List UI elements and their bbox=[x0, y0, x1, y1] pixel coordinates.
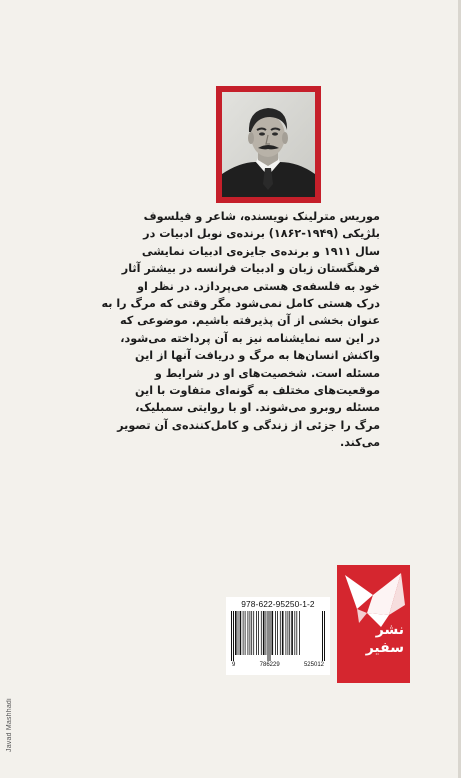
barcode-bar bbox=[322, 611, 323, 661]
author-portrait-frame bbox=[216, 86, 321, 203]
bio-line: عنوان بخشی از آن پذیرفته باشیم. موضوعی که bbox=[119, 314, 380, 328]
barcode-bar bbox=[288, 611, 289, 655]
barcode-bar bbox=[294, 611, 295, 655]
barcode-bar bbox=[286, 611, 287, 655]
barcode-bar bbox=[272, 611, 274, 655]
designer-credit: Javad Mashhadi bbox=[6, 698, 13, 752]
bio-line: در این سه نمایشنامه نیز به آن پرداخته می‌شود، bbox=[120, 331, 380, 345]
barcode-bar bbox=[291, 611, 293, 655]
barcode-digit-left: 9 bbox=[232, 662, 236, 668]
barcode-bar bbox=[245, 611, 246, 655]
barcode-bar bbox=[235, 611, 237, 655]
barcode-bar bbox=[256, 611, 257, 655]
barcode-bar bbox=[324, 611, 325, 661]
barcode-bar bbox=[261, 611, 262, 655]
barcode-bar bbox=[280, 611, 281, 655]
barcode-bar bbox=[299, 611, 300, 655]
publisher-logo bbox=[337, 565, 410, 683]
author-portrait-image bbox=[222, 92, 315, 197]
barcode-bar bbox=[263, 611, 265, 655]
barcode-bar bbox=[250, 611, 251, 655]
author-portrait bbox=[222, 92, 315, 197]
barcode-digit-right: 525012 bbox=[303, 662, 324, 668]
bio-line: فرهنگستان زبان و ادبیات فرانسه در بیشتر آثار bbox=[121, 262, 380, 276]
bio-line: موقعیت‌های مختلف به گونه‌ای متفاوت با این bbox=[134, 384, 380, 398]
barcode-bars bbox=[230, 611, 326, 661]
barcode-bar bbox=[233, 611, 234, 661]
bio-line: مرگ را جزئی از زندگی و کامل‌کننده‌ی آن تصویر bbox=[117, 418, 380, 432]
bio-line: می‌کند. bbox=[339, 436, 380, 450]
barcode-digit-mid: 786229 bbox=[259, 662, 280, 668]
barcode-bar bbox=[251, 611, 252, 655]
barcode-bar bbox=[231, 611, 232, 661]
barcode-bar bbox=[296, 611, 297, 655]
barcode-icon bbox=[230, 611, 326, 661]
bio-line: سال ۱۹۱۱ و برنده‌ی جایزه‌ی ادبیات نمایشی bbox=[141, 244, 380, 258]
barcode-bar bbox=[289, 611, 290, 655]
barcode-digits bbox=[230, 661, 326, 669]
barcode-bar bbox=[243, 611, 244, 655]
isbn-barcode bbox=[226, 597, 330, 675]
barcode-bar bbox=[248, 611, 249, 655]
bio-line: مسئله روبرو می‌شوند. او با روایتی سمبلیک، bbox=[135, 401, 380, 415]
barcode-bar bbox=[240, 611, 242, 655]
isbn-number: 978-622-95250-1-2 bbox=[241, 599, 315, 609]
publisher-name-line2: سفیر bbox=[365, 640, 404, 656]
barcode-bar bbox=[258, 611, 259, 655]
barcode-bar bbox=[238, 611, 239, 655]
author-biography bbox=[80, 208, 380, 452]
bio-line: واکنش انسان‌ها به مرگ و دریافت آنها از این bbox=[135, 349, 380, 363]
barcode-bar bbox=[277, 611, 278, 655]
barcode-bar bbox=[270, 611, 271, 661]
bio-line: موریس مترلینک نویسنده، شاعر و فیلسوف bbox=[143, 210, 380, 223]
barcode-bar bbox=[275, 611, 276, 655]
bio-line: بلژیکی (۱۹۴۹-۱۸۶۲) برنده‌ی نوبل ادبیات در bbox=[143, 227, 380, 241]
barcode-bar bbox=[268, 611, 269, 661]
barcode-bar bbox=[266, 611, 267, 655]
bio-line: مسئله است. شخصیت‌های او در شرایط و bbox=[154, 366, 380, 380]
bio-line: درک هستی کامل نمی‌شود مگر وقتی که مرگ را به bbox=[101, 297, 380, 311]
barcode-bar bbox=[282, 611, 284, 655]
barcode-bar bbox=[253, 611, 254, 655]
publisher-name-line1: نشر bbox=[375, 622, 404, 638]
bio-line: خود به فلسفه‌ی هستی می‌پردازد. در نظر او bbox=[137, 279, 380, 293]
publisher-name bbox=[366, 621, 404, 657]
